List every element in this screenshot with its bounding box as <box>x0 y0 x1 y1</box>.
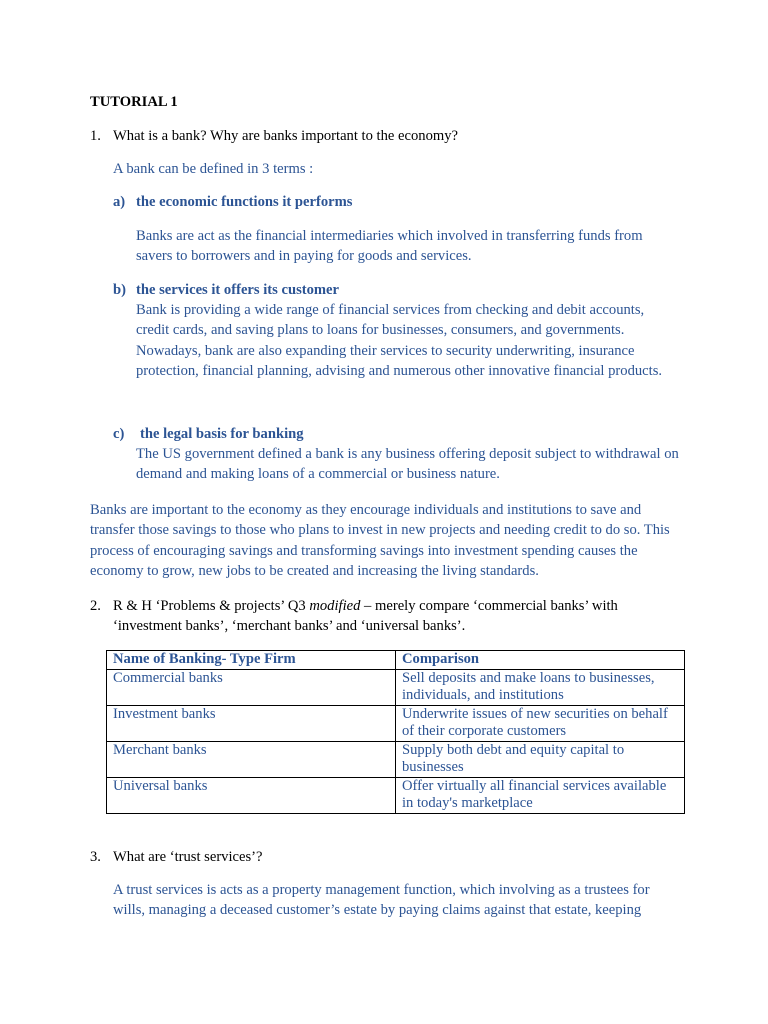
question-2-number: 2. <box>90 598 101 614</box>
question-1-number: 1. <box>90 128 101 144</box>
item-c-heading: the legal basis for banking <box>140 426 304 442</box>
table-row <box>107 669 685 705</box>
item-c-marker: c) <box>113 426 125 442</box>
banking-firms-table <box>106 650 685 814</box>
question-2-part2: – merely compare ‘commercial banks’ with ‘investment banks’, ‘merchant banks’ and ‘universal banks’. <box>113 598 618 635</box>
table-cell-comparison: Underwrite issues of new securities on behalf of their corporate customers <box>396 705 685 741</box>
question-3-text: What are ‘trust services’? <box>113 849 263 865</box>
answer-1-intro: A bank can be defined in 3 terms : <box>113 161 314 177</box>
table-row <box>107 705 685 741</box>
question-1-text: What is a bank? Why are banks important to the economy? <box>113 128 459 144</box>
answer-3-text: A trust services is acts as a property management function, which involving as a trustees for wills, managing a deceased customer’s estate by paying claims against that estate, keeping <box>113 882 650 919</box>
item-a-heading: the economic functions it performs <box>136 194 353 210</box>
table-cell-name: Merchant banks <box>107 741 396 777</box>
document-title: TUTORIAL 1 <box>90 94 178 110</box>
question-2-text <box>113 596 653 637</box>
question-3-number: 3. <box>90 849 101 865</box>
table-header-name: Name of Banking- Type Firm <box>107 651 396 670</box>
table-header-row <box>107 651 685 670</box>
item-a-marker: a) <box>113 194 126 210</box>
item-b-heading: the services it offers its customer <box>136 282 340 298</box>
table-header-comparison: Comparison <box>396 651 685 670</box>
table-cell-name: Investment banks <box>107 705 396 741</box>
item-c-text: The US government defined a bank is any business offering deposit subject to withdrawal on demand and making loans of a commercial or business nature. <box>136 446 679 483</box>
item-b-text: Bank is providing a wide range of financial services from checking and debit accounts, credit cards, and saving plans to loans for businesses, consumers, and governments. Nowadays, bank are also expanding their services to security underwriting, insurance protection, financial planning, advising and numerous other innovative financial products. <box>136 302 663 380</box>
item-a-text: Banks are act as the financial intermediaries which involved in transferring funds from savers to borrowers and in paying for goods and services. <box>136 228 643 265</box>
table-row <box>107 777 685 813</box>
answer-1-conclusion: Banks are important to the economy as they encourage individuals and institutions to save and transfer those savings to those who plans to invest in new projects and needing credit to do so. This process of encouraging savings and transforming savings into investment spending causes the economy to grow, new jobs to be created and increasing the living standards. <box>90 502 670 580</box>
question-2-italic: modified <box>309 598 361 614</box>
table-row <box>107 741 685 777</box>
table-cell-comparison: Supply both debt and equity capital to businesses <box>396 741 685 777</box>
table-cell-name: Commercial banks <box>107 669 396 705</box>
question-2-part1: R & H ‘Problems & projects’ Q3 <box>113 598 310 614</box>
table-cell-comparison: Offer virtually all financial services available in today's marketplace <box>396 777 685 813</box>
table-cell-name: Universal banks <box>107 777 396 813</box>
item-b-marker: b) <box>113 282 126 298</box>
table-cell-comparison: Sell deposits and make loans to businesses, individuals, and institutions <box>396 669 685 705</box>
